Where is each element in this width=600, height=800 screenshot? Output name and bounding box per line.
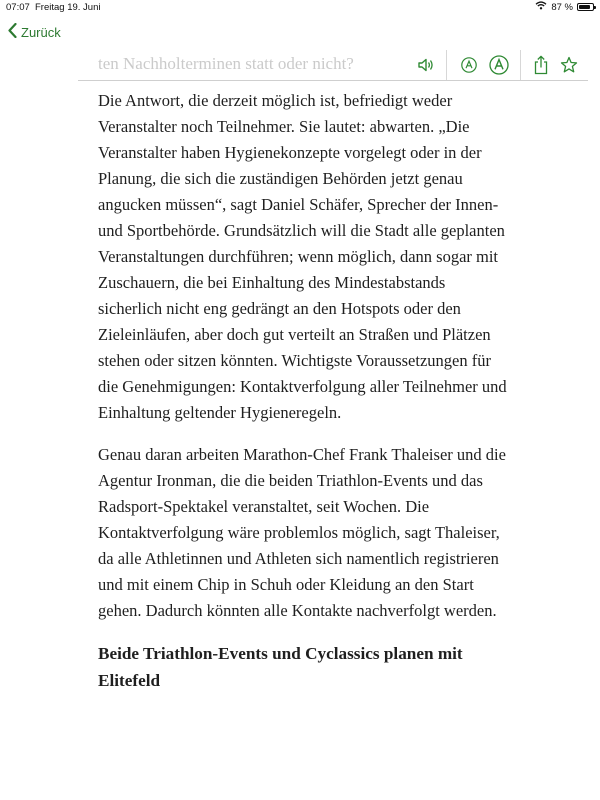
battery-icon <box>577 3 594 11</box>
status-time: 07:07 <box>6 2 30 13</box>
article-toolbar <box>78 50 588 81</box>
article-paragraph: Genau daran arbeiten Marathon-Chef Frank Thaleiser und die Agentur Ironman, die die beiden Triathlon-Events und das Radsport-Spektakel veranstaltet, seit Wochen. Die Kontaktverfolgung wäre problemlos möglich, sagt Thaleiser, da alle Athletinnen und Athleten sich namentlich registrieren und mit einem Chip in Schuh oder Kleidung an den Start gehen. Dadurch könnten alle Kontakte nachverfolgt werden. <box>98 445 506 620</box>
chevron-left-icon <box>8 23 17 41</box>
font-smaller-icon[interactable] <box>458 55 480 75</box>
share-icon[interactable] <box>530 55 552 75</box>
navigation-bar <box>0 18 600 48</box>
speaker-icon[interactable] <box>414 55 438 75</box>
status-right <box>535 1 594 13</box>
status-bar <box>0 0 600 16</box>
back-button[interactable] <box>8 23 61 41</box>
toolbar-divider <box>446 50 447 80</box>
toolbar-divider <box>520 50 521 80</box>
back-label: Zurück <box>21 24 61 40</box>
article-paragraph: Die Antwort, die derzeit möglich ist, befriedigt weder Veranstalter noch Teilnehmer. Sie lautet: abwarten. „Die Veranstalter haben Hygienekonzepte vorgelegt oder in der Planung, die sich die zuständigen Behörden jetzt genau angucken müssen“, sagt Daniel Schäfer, Sprecher der Innen- und Sportbehörde. Grundsätzlich will die Stadt alle geplanten Veranstaltungen durchführen; wenn möglich, dann sogar mit Zuschauern, die bei Einhaltung des Mindestabstands sicherlich nicht eng gedrängt an den Hotspots oder den Zieleinläufen, aber doch gut verteilt an Straßen und Plätzen stehen oder sitzen könnten. Wichtigste Voraussetzungen für die Genehmigungen: Kontaktverfolgung aller Teilnehmer und Einhaltung geltender Hygieneregeln. <box>98 91 507 422</box>
article-subheading: Beide Triathlon-Events und Cyclassics planen mit Elitefeld <box>98 644 463 690</box>
battery-percent: 87 % <box>551 1 573 13</box>
font-larger-icon[interactable] <box>486 55 512 75</box>
status-date: Freitag 19. Juni <box>35 2 101 13</box>
star-icon[interactable] <box>558 55 580 75</box>
wifi-icon <box>535 1 547 13</box>
article-body <box>98 88 508 694</box>
